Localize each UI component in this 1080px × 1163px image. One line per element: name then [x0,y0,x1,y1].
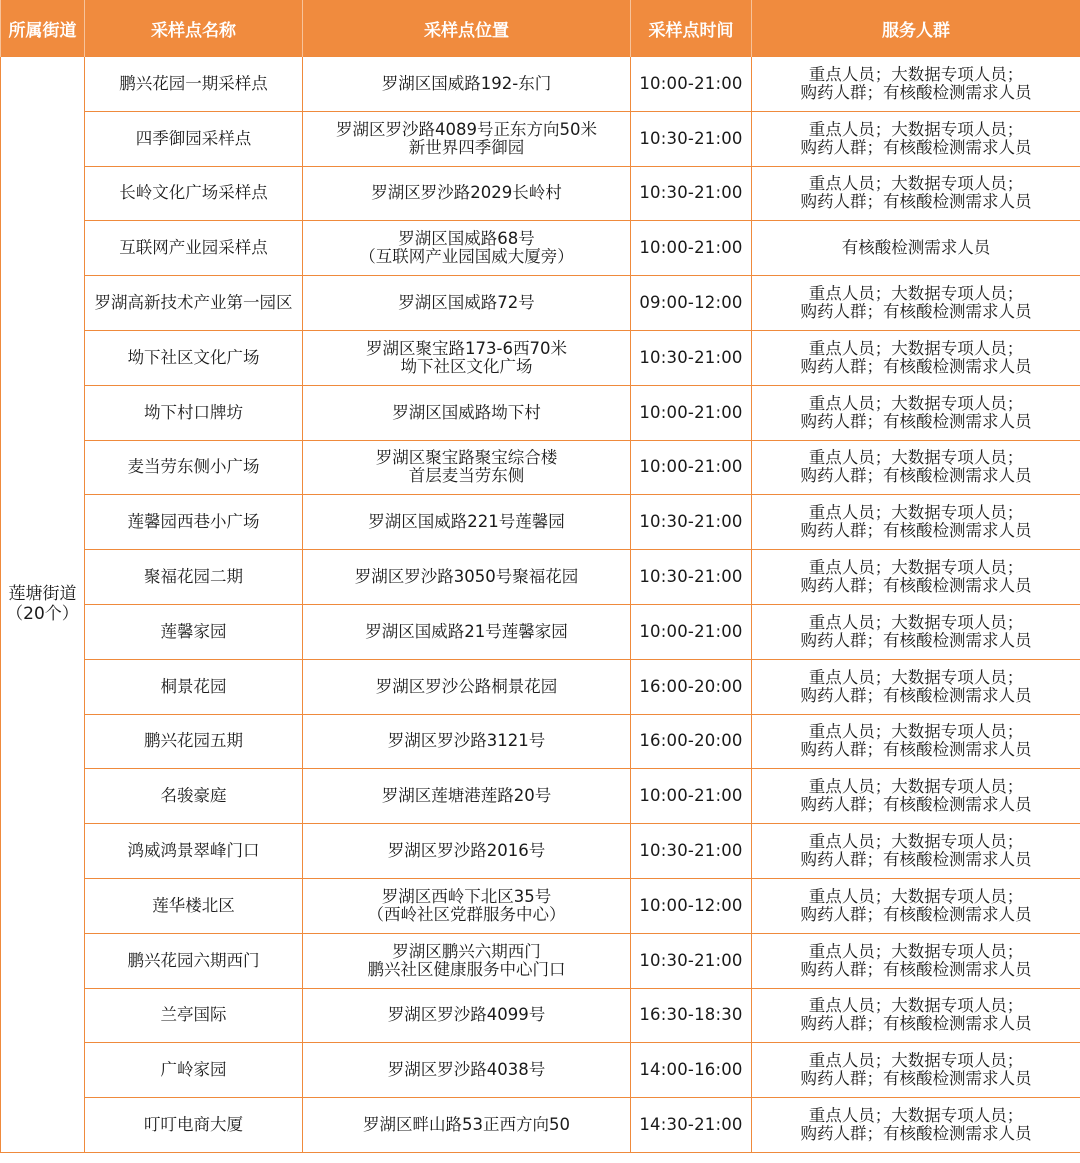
service-group-cell: 重点人员；大数据专项人员； 购药人群；有核酸检测需求人员 [752,385,1080,440]
site-time-cell: 10:00-21:00 [631,769,752,824]
table-row [1,1043,1080,1098]
header-row [1,0,1080,57]
site-time-cell: 14:30-21:00 [631,1098,752,1153]
site-name-cell: 聚福花园二期 [85,550,303,605]
site-location-cell: 罗湖区鹏兴六期西门 鹏兴社区健康服务中心门口 [303,933,631,988]
site-name-cell: 鹏兴花园六期西门 [85,933,303,988]
site-location-cell: 罗湖区莲塘港莲路20号 [303,769,631,824]
district-cell: 莲塘街道 （20个） [1,57,85,1153]
site-location-cell: 罗湖区国威路192-东门 [303,57,631,112]
site-time-cell: 16:30-18:30 [631,988,752,1043]
table-row [1,221,1080,276]
service-group-cell: 重点人员；大数据专项人员； 购药人群；有核酸检测需求人员 [752,988,1080,1043]
site-location-cell: 罗湖区罗沙路3121号 [303,714,631,769]
table-row [1,769,1080,824]
site-name-cell: 鹏兴花园五期 [85,714,303,769]
table-row [1,988,1080,1043]
table-row [1,440,1080,495]
service-group-cell: 重点人员；大数据专项人员； 购药人群；有核酸检测需求人员 [752,111,1080,166]
site-name-cell: 四季御园采样点 [85,111,303,166]
site-name-cell: 广岭家园 [85,1043,303,1098]
site-name-cell: 麦当劳东侧小广场 [85,440,303,495]
site-name-cell: 鸿威鸿景翠峰门口 [85,824,303,879]
table-row [1,824,1080,879]
site-location-cell: 罗湖区国威路68号 （互联网产业园国威大厦旁） [303,221,631,276]
site-name-cell: 叮叮电商大厦 [85,1098,303,1153]
table-row [1,385,1080,440]
site-location-cell: 罗湖区罗沙路2016号 [303,824,631,879]
site-time-cell: 10:00-21:00 [631,221,752,276]
service-group-cell: 重点人员；大数据专项人员； 购药人群；有核酸检测需求人员 [752,495,1080,550]
service-group-cell: 重点人员；大数据专项人员； 购药人群；有核酸检测需求人员 [752,550,1080,605]
table-row [1,878,1080,933]
site-location-cell: 罗湖区罗沙路2029长岭村 [303,166,631,221]
table-row [1,495,1080,550]
table-row [1,276,1080,331]
service-group-cell: 重点人员；大数据专项人员； 购药人群；有核酸检测需求人员 [752,1098,1080,1153]
site-time-cell: 10:30-21:00 [631,111,752,166]
header-district: 所属街道 [1,0,85,57]
table-row [1,659,1080,714]
service-group-cell: 重点人员；大数据专项人员； 购药人群；有核酸检测需求人员 [752,276,1080,331]
table-row [1,1098,1080,1153]
header-site-time: 采样点时间 [631,0,752,57]
table-row [1,330,1080,385]
site-name-cell: 名骏豪庭 [85,769,303,824]
site-time-cell: 09:00-12:00 [631,276,752,331]
header-service-group: 服务人群 [752,0,1080,57]
site-name-cell: 长岭文化广场采样点 [85,166,303,221]
service-group-cell: 重点人员；大数据专项人员； 购药人群；有核酸检测需求人员 [752,878,1080,933]
site-time-cell: 10:30-21:00 [631,824,752,879]
site-time-cell: 14:00-16:00 [631,1043,752,1098]
site-location-cell: 罗湖区聚宝路聚宝综合楼 首层麦当劳东侧 [303,440,631,495]
site-time-cell: 16:00-20:00 [631,714,752,769]
service-group-cell: 重点人员；大数据专项人员； 购药人群；有核酸检测需求人员 [752,57,1080,112]
table-row [1,166,1080,221]
site-name-cell: 互联网产业园采样点 [85,221,303,276]
site-time-cell: 10:00-12:00 [631,878,752,933]
site-location-cell: 罗湖区罗沙公路桐景花园 [303,659,631,714]
table-row [1,111,1080,166]
service-group-cell: 重点人员；大数据专项人员； 购药人群；有核酸检测需求人员 [752,769,1080,824]
service-group-cell: 重点人员；大数据专项人员； 购药人群；有核酸检测需求人员 [752,933,1080,988]
site-name-cell: 莲馨家园 [85,604,303,659]
site-location-cell: 罗湖区罗沙路3050号聚福花园 [303,550,631,605]
site-time-cell: 10:00-21:00 [631,385,752,440]
site-name-cell: 桐景花园 [85,659,303,714]
site-name-cell: 罗湖高新技术产业第一园区 [85,276,303,331]
site-name-cell: 莲馨园西巷小广场 [85,495,303,550]
service-group-cell: 重点人员；大数据专项人员； 购药人群；有核酸检测需求人员 [752,824,1080,879]
site-location-cell: 罗湖区罗沙路4099号 [303,988,631,1043]
service-group-cell: 重点人员；大数据专项人员； 购药人群；有核酸检测需求人员 [752,330,1080,385]
site-location-cell: 罗湖区国威路21号莲馨家园 [303,604,631,659]
header-site-name: 采样点名称 [85,0,303,57]
site-time-cell: 10:30-21:00 [631,550,752,605]
service-group-cell: 重点人员；大数据专项人员； 购药人群；有核酸检测需求人员 [752,659,1080,714]
site-time-cell: 10:00-21:00 [631,604,752,659]
site-time-cell: 10:00-21:00 [631,57,752,112]
table-row [1,933,1080,988]
site-time-cell: 10:30-21:00 [631,166,752,221]
site-location-cell: 罗湖区国威路坳下村 [303,385,631,440]
header-site-location: 采样点位置 [303,0,631,57]
site-location-cell: 罗湖区罗沙路4038号 [303,1043,631,1098]
site-time-cell: 10:30-21:00 [631,495,752,550]
site-time-cell: 10:00-21:00 [631,440,752,495]
service-group-cell: 重点人员；大数据专项人员； 购药人群；有核酸检测需求人员 [752,714,1080,769]
site-name-cell: 莲华楼北区 [85,878,303,933]
service-group-cell: 有核酸检测需求人员 [752,221,1080,276]
service-group-cell: 重点人员；大数据专项人员； 购药人群；有核酸检测需求人员 [752,440,1080,495]
site-time-cell: 16:00-20:00 [631,659,752,714]
site-location-cell: 罗湖区国威路221号莲馨园 [303,495,631,550]
site-location-cell: 罗湖区聚宝路173-6西70米 坳下社区文化广场 [303,330,631,385]
service-group-cell: 重点人员；大数据专项人员； 购药人群；有核酸检测需求人员 [752,1043,1080,1098]
site-name-cell: 兰亭国际 [85,988,303,1043]
site-time-cell: 10:30-21:00 [631,330,752,385]
site-name-cell: 坳下社区文化广场 [85,330,303,385]
table-row [1,604,1080,659]
site-location-cell: 罗湖区西岭下北区35号 （西岭社区党群服务中心） [303,878,631,933]
site-name-cell: 鹏兴花园一期采样点 [85,57,303,112]
site-location-cell: 罗湖区国威路72号 [303,276,631,331]
site-location-cell: 罗湖区畔山路53正西方向50 [303,1098,631,1153]
site-name-cell: 坳下村口牌坊 [85,385,303,440]
table-row [1,714,1080,769]
site-time-cell: 10:30-21:00 [631,933,752,988]
service-group-cell: 重点人员；大数据专项人员； 购药人群；有核酸检测需求人员 [752,604,1080,659]
table-row [1,57,1080,112]
table-row [1,550,1080,605]
site-location-cell: 罗湖区罗沙路4089号正东方向50米 新世界四季御园 [303,111,631,166]
service-group-cell: 重点人员；大数据专项人员； 购药人群；有核酸检测需求人员 [752,166,1080,221]
